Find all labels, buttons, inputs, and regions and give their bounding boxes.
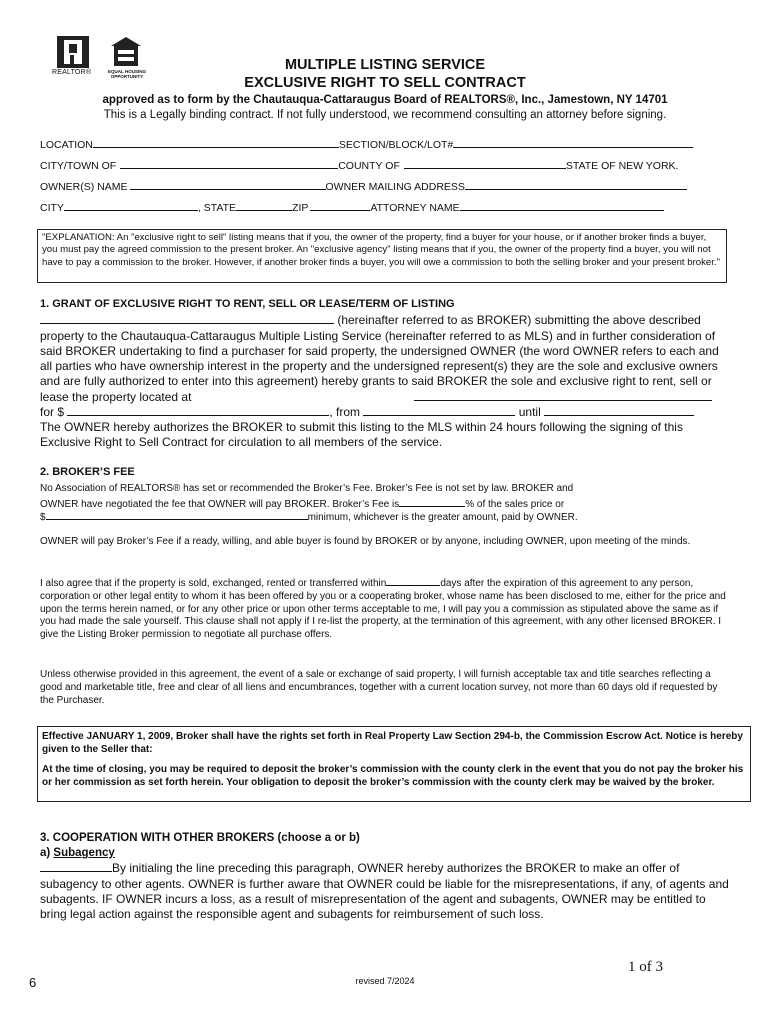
owner-row	[40, 179, 687, 193]
fee-percent-after: % of the sales price or	[465, 499, 565, 510]
for-label: for $	[40, 405, 65, 419]
from-label: , from	[329, 405, 361, 419]
p3-before: I also agree that if the property is sold, exchanged, rented or transferred within	[40, 578, 387, 589]
attorney-label: ATTORNEY NAME	[370, 202, 460, 214]
owner-mailing-field[interactable]	[465, 179, 687, 190]
minimum-fee-field[interactable]	[46, 509, 308, 520]
city-state-zip-row	[40, 200, 664, 214]
page-number: 1 of 3	[628, 959, 663, 975]
owner-mailing-label: OWNER MAILING ADDRESS	[325, 181, 465, 193]
title-line1: MULTIPLE LISTING SERVICE	[284, 57, 486, 73]
section-block-lot-label: SECTION/BLOCK/LOT#	[338, 139, 454, 151]
footer-revised: revised 7/2024	[355, 976, 415, 986]
realtor-mark: REALTOR®	[52, 69, 92, 76]
attorney-field[interactable]	[460, 200, 664, 211]
escrow-p1: Effective JANUARY 1, 2009, Broker shall have the rights set forth in Real Property Law Section 294-b, the Commission Escrow Act. Notice is hereby given to the Seller that:	[42, 731, 743, 755]
fee-percent-field[interactable]	[399, 496, 465, 507]
subagency-line1-text: By initialing the line preceding this paragraph, OWNER hereby authorizes the BROKER to make an offer of	[112, 861, 680, 875]
subagency-initials-field[interactable]	[40, 861, 112, 872]
price-dates-row	[40, 405, 720, 420]
title-line2: EXCLUSIVE RIGHT TO SELL CONTRACT	[244, 75, 526, 91]
broker-name-field[interactable]	[40, 313, 334, 324]
subagency-body: subagency to other agents. OWNER is further aware that OWNER could be liable for the misrepresentations, if any, of agents and subagents. IF OWNER incurs a loss, as a result of misrepresentation of the agent and subagents, OWNER may be entitled to bring legal action against the responsible agent and subagents for reimbursement of such loss.	[40, 876, 729, 922]
section2-p3	[40, 575, 730, 642]
zip-label: ZIP	[292, 202, 309, 214]
property-location-line	[414, 390, 714, 405]
approval-line: approved as to form by the Chautauqua-Cattaraugus Board of REALTORS®, Inc., Jamestown, NY 14701	[102, 94, 668, 106]
subagency-heading	[40, 847, 115, 859]
county-label: COUNTY OF	[338, 160, 400, 172]
section2-p2: OWNER will pay Broker’s Fee if a ready, willing, and able buyer is found by BROKER or by anyone, including OWNER, upon meeting of the minds.	[40, 536, 691, 547]
section2-heading: 2. BROKER’S FEE	[40, 466, 135, 478]
sub-a-prefix: a)	[40, 847, 54, 859]
section2-p1a: No Association of REALTORS® has set or recommended the Broker’s Fee. Broker’s Fee is not set by law. BROKER and	[40, 483, 574, 494]
city-label: CITY	[40, 202, 64, 214]
until-label: until	[518, 405, 541, 419]
state-field[interactable]	[236, 200, 292, 211]
days-field[interactable]	[386, 575, 440, 586]
location-field[interactable]	[93, 137, 339, 148]
owners-name-label: OWNER(S) NAME	[40, 181, 128, 193]
escrow-p2: At the time of closing, you may be required to deposit the broker’s commission with the county clerk in the event that you do not pay the broker his or her commission as set forth herein. Your obligation to deposit the broker’s commission with the county clerk may be waived by the broker.	[42, 764, 744, 788]
section1-heading: 1. GRANT OF EXCLUSIVE RIGHT TO RENT, SELL OR LEASE/TERM OF LISTING	[40, 298, 455, 310]
legal-notice: This is a Legally binding contract. If not fully understood, we recommend consulting an attorney before signing.	[103, 109, 667, 121]
section-block-lot-field[interactable]	[453, 137, 693, 148]
owners-name-field[interactable]	[130, 179, 326, 190]
city-town-field[interactable]	[120, 158, 338, 169]
location-row	[40, 137, 693, 151]
footer-left-number: 6	[29, 975, 37, 990]
city-field[interactable]	[64, 200, 198, 211]
zip-field[interactable]	[310, 200, 370, 211]
explanation-box: "EXPLANATION: An "exclusive right to sell" listing means that if you, the owner of the property, find a buyer for your house, or if another broker finds a buyer, you must pay the agreed commission to the present broker. An "exclusive agency" listing means that if you, the owner of the property find a buyer, you will not have to pay a commission to the broker. However, if another broker finds a buyer, you will owe a commission to both the selling broker and your present broker."	[37, 229, 727, 283]
escrow-notice-box	[37, 726, 751, 802]
state-ny-label: STATE OF NEW YORK.	[565, 160, 679, 172]
section2-p1c	[40, 509, 730, 525]
equal-housing-mark: EQUAL HOUSING OPPORTUNITY	[108, 69, 146, 79]
section1-body: property to the Chautauqua-Cattaraugus Multiple Listing Service (hereinafter referred to as MLS) and in further consideration of said BROKER undertaking to find a purchaser for said property, the undersigned OWNER (the word OWNER refers to each and all parties who have ownership interest in the property and the undersigned represent(s) they are the sole and exclusive owners and are fully authorized to enter into this agreement) hereby grants to said BROKER the sole and exclusive right to rent, sell or lease the property located at	[40, 328, 719, 404]
location-label: LOCATION	[40, 139, 93, 151]
section1-line1	[40, 313, 720, 328]
subagency-line1	[40, 861, 730, 876]
from-date-field[interactable]	[363, 405, 515, 416]
section1-closing: The OWNER hereby authorizes the BROKER to submit this listing to the MLS within 24 hours following the signing of this Exclusive Right to Sell Contract for circulation to all members of the service.	[40, 420, 683, 450]
minimum-after: minimum, whichever is the greater amount, paid by OWNER.	[307, 512, 578, 523]
subagency-label: Subagency	[53, 847, 115, 859]
state-label: , STATE	[197, 202, 237, 214]
until-date-field[interactable]	[544, 405, 694, 416]
section1-line1-text: (hereinafter referred to as BROKER) submitting the above described	[334, 313, 701, 327]
dollar-label: $	[40, 512, 46, 523]
city-town-label: CITY/TOWN OF	[40, 160, 117, 172]
fee-label: OWNER have negotiated the fee that OWNER will pay BROKER. Broker’s Fee is	[40, 499, 400, 510]
city-county-row	[40, 158, 678, 172]
section3-heading: 3. COOPERATION WITH OTHER BROKERS (choose a or b)	[40, 832, 360, 844]
property-location-field[interactable]	[414, 390, 712, 401]
p3-after: days after the expiration of this agreement to any person, corporation or other legal entity to whom it has been offered by you or a cooperating broker, whose name has been disclosed to me, either for the price and upon the terms herein named, or for any other price or upon other terms acceptable to me, I will pay you a commission as stipulated above the same as if you had made the sale yourself. This clause shall not apply if I re-list the property, at the termination of this agreement, with any other licensed BROKER. I give the Listing Broker permission to negotiate all purchase offers.	[40, 578, 726, 641]
section2-p4: Unless otherwise provided in this agreement, the event of a sale or exchange of said property, I will furnish acceptable tax and title searches reflecting a good and marketable title, free and clear of all liens and encumbrances, together with a current location survey, not more than 60 days old if requested by the Purchaser.	[40, 669, 718, 706]
price-field[interactable]	[67, 405, 329, 416]
county-field[interactable]	[404, 158, 566, 169]
